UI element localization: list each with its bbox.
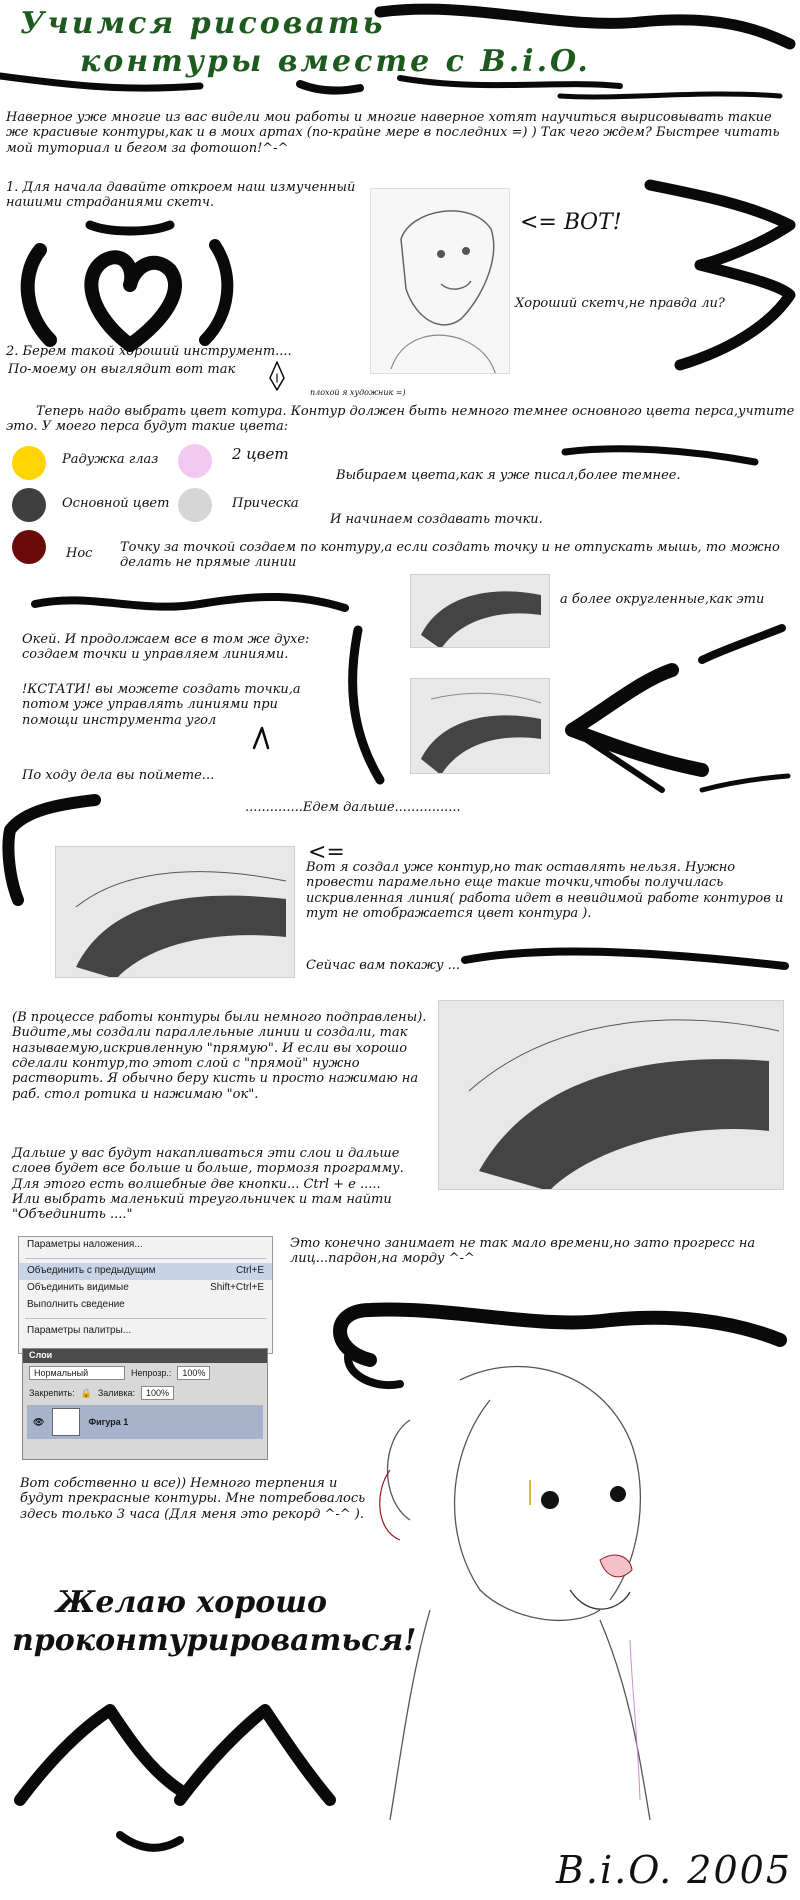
step1-caption: Хороший скетч,не правда ли?: [515, 296, 725, 311]
menu-item-shortcut: Shift+Ctrl+E: [210, 1282, 264, 1293]
menu-item-label: Параметры наложения...: [27, 1239, 143, 1250]
vertical-brush-stroke: [340, 620, 400, 790]
color-label-main: Основной цвет: [62, 496, 170, 511]
step3-next-text: ..............Едем дальше................: [245, 800, 461, 815]
layers-mode-row: [23, 1363, 267, 1383]
contour-crop-image-3: [55, 846, 295, 978]
step2-aside: плохой я художник =): [310, 388, 406, 397]
opacity-input[interactable]: 100%: [177, 1366, 210, 1380]
menu-separator: [25, 1258, 266, 1259]
color-label-second: 2 цвет: [232, 445, 289, 463]
layers-lock-row: [23, 1383, 267, 1403]
contour-crop-image-4: [438, 1000, 784, 1190]
color-label-nose: Нос: [66, 546, 93, 561]
arrow-brush-stroke: [552, 620, 792, 800]
step2-line2: По-моему он выглядит вот так: [8, 362, 236, 377]
lock-icon[interactable]: 🔒: [80, 1387, 92, 1398]
step3-tip-text: !КСТАТИ! вы можете создать точки,а потом уже управлять линиями при помощи инструмента угол: [22, 682, 301, 728]
wish-line1: Желаю хорошо: [56, 1585, 327, 1620]
menu-item-merge-down[interactable]: [19, 1263, 272, 1280]
color-swatch-nose: [12, 530, 46, 564]
color-label-iris: Радужка глаз: [62, 452, 159, 467]
color-swatch-second: [178, 444, 212, 478]
step3-later-text: По ходу дела вы поймете...: [22, 768, 215, 783]
menu-item-blending[interactable]: [19, 1237, 272, 1254]
heart-brush-doodle: [10, 215, 240, 355]
menu-item-label: Объединить с предыдущим: [27, 1265, 156, 1276]
step1-text: 1. Для начала давайте откроем наш измученный нашими страданиями скетч.: [6, 180, 356, 211]
menu-item-flatten[interactable]: [19, 1297, 272, 1314]
page-title-line1: Учимся рисовать: [20, 6, 386, 41]
finale-text: Вот собственно и все)) Немного терпения и будут прекрасные контуры. Мне потребовалось здесь только 3 часа (Для меня это рекорд ^-^ ).: [20, 1476, 366, 1522]
step5-text2: Дальше у вас будут накапливаться эти слои и дальше слоев будет все больше и больше, тормозя программу. Для этого есть волшебные две кнопки... Ctrl + e ..... Или выбрать маленький треугольничек и там найти "Объединить ....": [12, 1146, 404, 1223]
menu-item-label: Объединить видимые: [27, 1282, 129, 1293]
step2-line1: 2. Берем такой хороший инструмент....: [6, 344, 292, 359]
layer-name: Фигура 1: [88, 1417, 129, 1427]
blend-mode-select[interactable]: Нормальный: [29, 1366, 125, 1380]
menu-item-label: Параметры палитры...: [27, 1325, 132, 1336]
step4-arrow: <=: [308, 840, 345, 865]
angle-tool-icon: [250, 722, 274, 752]
fill-label: Заливка:: [97, 1388, 135, 1398]
lion-sketch-image: [370, 188, 510, 374]
context-menu: [18, 1236, 273, 1354]
menu-item-shortcut: Ctrl+E: [235, 1265, 264, 1276]
wavy-brush-stroke: [30, 584, 350, 624]
menu-item-palette-options[interactable]: [19, 1323, 272, 1340]
color-swatch-hair: [178, 488, 212, 522]
colors-note-points: И начинаем создавать точки.: [330, 512, 543, 527]
signature: B.i.O. 2005: [555, 1848, 792, 1892]
decorative-brush-stroke: [0, 0, 800, 110]
layer-thumbnail: [52, 1408, 80, 1436]
step4-text: Вот я создал уже контур,но так оставлять нельзя. Нужно провести парамельно еще такие точки,чтобы получилась искривленная линия( работа идет в невидимой работе контуров и тут не отображается цвет контура ).: [306, 860, 784, 921]
brush-stroke-underline: [560, 440, 760, 470]
progress-text: Это конечно занимает не так мало времени,но зато прогресс на лиц...пардон,на морду ^-^: [290, 1236, 756, 1267]
fill-input[interactable]: 100%: [141, 1386, 174, 1400]
menu-item-label: Выполнить сведение: [27, 1299, 125, 1310]
color-swatch-main: [12, 488, 46, 522]
wish-line2: проконтурироваться!: [12, 1623, 417, 1658]
pen-tool-icon: [266, 360, 288, 394]
contour-crop-image-2: [410, 678, 550, 774]
step5-text: (В процессе работы контуры были немного подправлены). Видите,мы создали параллельные линии и создали, так называемую,искривленную "прямую". И если вы хорошо сделали контур,то этот слой с "прямой" нужно растворить. Я обычно беру кисть и просто нажимаю на раб. стол ротика и нажимаю "ок".: [12, 1010, 427, 1102]
menu-item-merge-visible[interactable]: [19, 1280, 272, 1297]
colors-note-rounded: а более округленные,как эти: [560, 592, 765, 607]
intro-text: Наверное уже многие из вас видели мои работы и многие наверное хотят научиться вырисовывать такие же красивые контуры,как и в моих артах (по-крайне мере в последних =) ) Так чего ждем? Быстрее читать мой туториал и бегом за фотошоп!^-^: [6, 110, 780, 156]
visibility-eye-icon[interactable]: 👁: [33, 1416, 45, 1427]
menu-separator: [25, 1318, 266, 1319]
eyes-brush-doodle: [10, 1700, 340, 1870]
lock-label: Закрепить:: [29, 1388, 75, 1398]
long-brush-stroke: [460, 930, 790, 980]
arrow-vot-label: <= ВОТ!: [520, 210, 622, 235]
colors-note-points2: Точку за точкой создаем по контуру,а если создать точку и не отпускать мышь, то можно делать не прямые линии: [120, 540, 780, 571]
layer-row[interactable]: [27, 1405, 263, 1439]
layers-panel: [22, 1348, 268, 1460]
color-swatch-iris: [12, 446, 46, 480]
layers-tab[interactable]: Слои: [23, 1349, 267, 1363]
contour-crop-image-1: [410, 574, 550, 648]
opacity-label: Непрозр.:: [131, 1368, 172, 1378]
zigzag-brush-stroke: [640, 175, 800, 375]
color-label-hair: Прическа: [232, 496, 299, 511]
step3-ok-text: Окей. И продолжаем все в том же духе: создаем точки и управляем линиями.: [22, 632, 310, 663]
step4-show-text: Сейчас вам покажу ...: [306, 958, 461, 973]
colors-intro: Теперь надо выбрать цвет котура. Контур должен быть немного темнее основного цвета перса,учтите это. У моего перса будут такие цвета:: [6, 404, 795, 435]
lion-outline-drawing: [370, 1360, 710, 1820]
colors-note-choose: Выбираем цвета,как я уже писал,более темнее.: [336, 468, 681, 483]
page-title-line2: контуры вместе с B.i.O.: [80, 44, 591, 79]
